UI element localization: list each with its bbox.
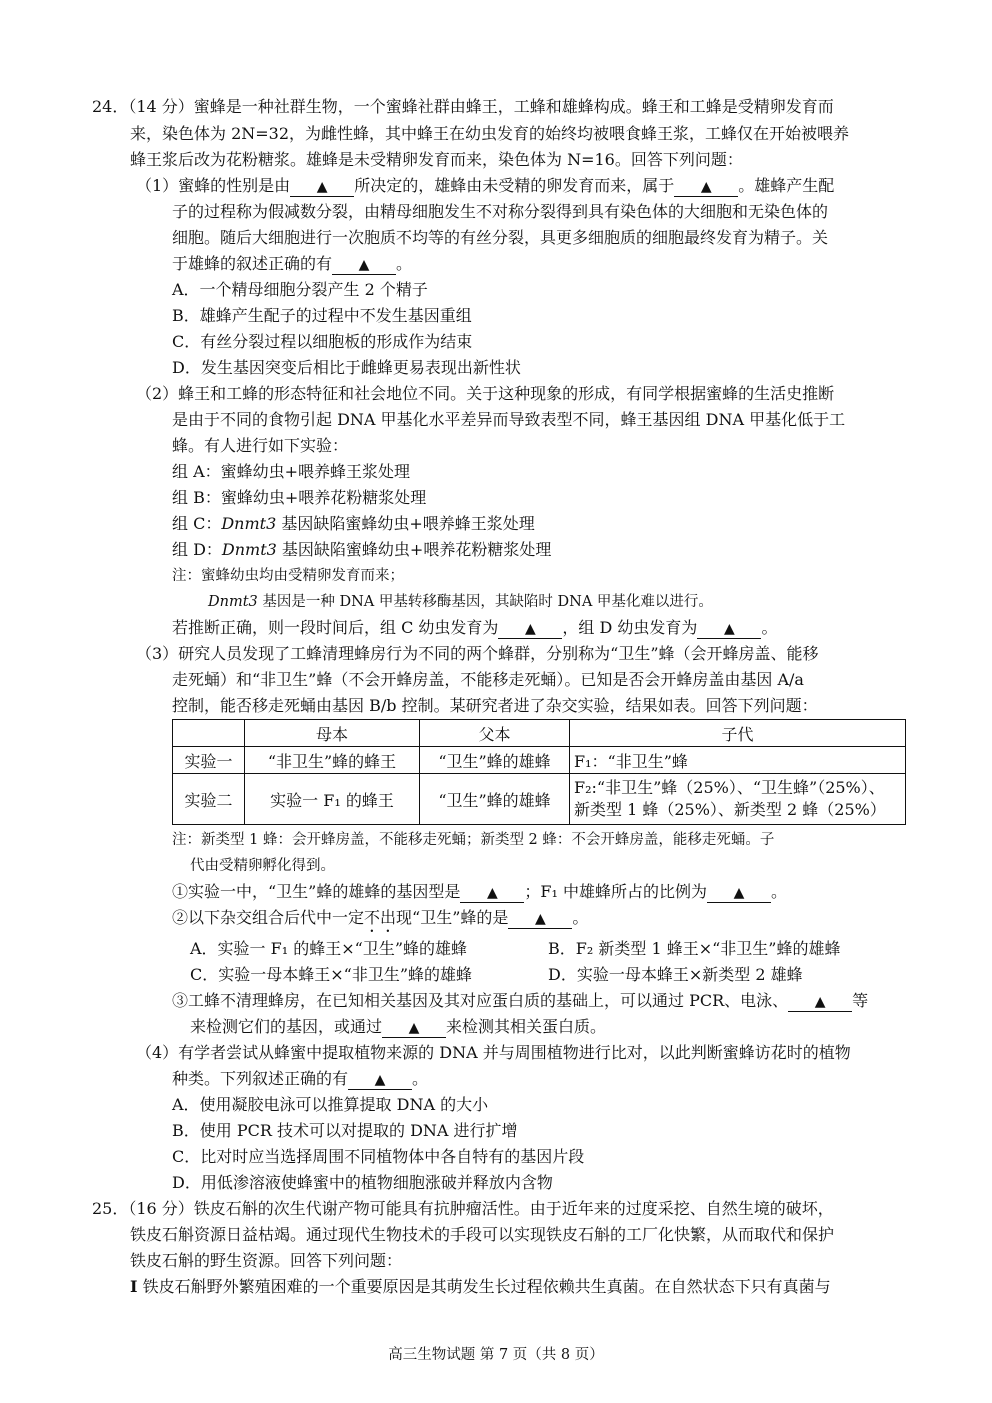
answer-blank[interactable]: ▲ [460, 883, 524, 903]
q24-p3-line1: （3）研究人员发现了工蜂清理蜂房行为不同的两个蜂群，分别称为“卫生”蜂（会开蜂房盖、能移 [136, 644, 819, 663]
table-header-row [173, 720, 906, 747]
table-cell: 实验一 [173, 747, 245, 774]
option-d: D．用低渗溶液使蜂蜜中的植物细胞涨破并释放内含物 [172, 1173, 553, 1192]
answer-blank[interactable]: ▲ [788, 992, 852, 1012]
note-line2: Dnmt3 基因是一种 DNA 甲基转移酶基因，其缺陷时 DNA 甲基化难以进行。 [208, 594, 713, 610]
option-d: D．实验一母本蜂王×新类型 2 雄蜂 [548, 965, 803, 984]
answer-blank[interactable]: ▲ [348, 1070, 412, 1090]
q24-p4-line1: （4）有学者尝试从蜂蜜中提取植物来源的 DNA 并与周围植物进行比对，以此判断蜜蜂访花时的植物 [136, 1043, 851, 1062]
q24-p3-line3: 控制，能否移走死蛹由基因 B/b 控制。某研究者进了杂交实验，结果如表。回答下列问题： [172, 696, 818, 715]
answer-blank[interactable]: ▲ [332, 255, 396, 275]
option-a: A．实验一 F₁ 的蜂王×“卫生”蜂的雄蜂 [190, 939, 468, 958]
answer-blank[interactable]: ▲ [697, 619, 761, 639]
table-header: 母本 [245, 720, 420, 747]
answer-blank[interactable]: ▲ [508, 909, 572, 929]
option-d: D．发生基因突变后相比于雌蜂更易表现出新性状 [172, 358, 521, 377]
q24-intro-line1: 24．（14 分）蜜蜂是一种社群生物，一个蜜蜂社群由蜂王，工蜂和雄蜂构成。蜂王和工蜂是受精卵发育而 [92, 97, 834, 116]
q24-p1-line1: （1）蜜蜂的性别是由 ▲ 所决定的，雄蜂由未受精的卵发育而来，属于 ▲ 。雄蜂产生配 [136, 176, 835, 195]
answer-blank[interactable]: ▲ [707, 883, 771, 903]
q25-line4: I 铁皮石斛野外繁殖困难的一个重要原因是其萌发生长过程依赖共生真菌。在自然状态下只有真菌与 [130, 1277, 831, 1296]
sub-question-2: ②以下杂交组合后代中一定不出现“卫生”蜂的是 ▲ 。 [172, 908, 589, 927]
q24-p2-question: 若推断正确，则一段时间后，组 C 幼虫发育为 ▲ ，组 D 幼虫发育为 ▲ 。 [172, 618, 778, 637]
option-b: B．使用 PCR 技术可以对提取的 DNA 进行扩增 [172, 1121, 518, 1140]
table-note-line2: 代由受精卵孵化得到。 [190, 858, 335, 874]
table-cell: “非卫生”蜂的蜂王 [245, 747, 420, 774]
q24-intro-line3: 蜂王浆后改为花粉糖浆。雄蜂是未受精卵发育而来，染色体为 N=16。回答下列问题： [130, 150, 743, 169]
table-row [173, 747, 906, 774]
table-header: 父本 [420, 720, 570, 747]
option-a: A．使用凝胶电泳可以推算提取 DNA 的大小 [172, 1095, 489, 1114]
option-a: A．一个精母细胞分裂产生 2 个精子 [172, 280, 428, 299]
experiment-table [172, 719, 906, 825]
group-b: 组 B：蜜蜂幼虫+喂养花粉糖浆处理 [172, 488, 427, 507]
q24-p2-line3: 蜂。有人进行如下实验： [172, 436, 349, 455]
answer-blank[interactable]: ▲ [498, 619, 562, 639]
table-cell: F₂:“非卫生”蜂（25%）、“卫生蜂”（25%）、 新类型 1 蜂（25%）、新类型 2 蜂（25%） [570, 774, 906, 825]
q24-p1-line2: 子的过程称为假减数分裂，由精母细胞发生不对称分裂得到具有染色体的大细胞和无染色体的 [172, 202, 829, 221]
option-b: B．F₂ 新类型 1 蜂王×“非卫生”蜂的雄蜂 [548, 939, 841, 958]
q25-line2: 铁皮石斛资源日益枯竭。通过现代生物技术的手段可以实现铁皮石斛的工厂化快繁，从而取代和保护 [130, 1225, 835, 1244]
table-row [173, 774, 906, 825]
table-cell: “卫生”蜂的雄蜂 [420, 747, 570, 774]
group-a: 组 A：蜜蜂幼虫+喂养蜂王浆处理 [172, 462, 411, 481]
q24-intro-line2: 来，染色体为 2N=32，为雌性蜂，其中蜂王在幼虫发育的始终均被喂食蜂王浆，工蜂仅在开始被喂养 [130, 124, 850, 143]
table-cell: 实验二 [173, 774, 245, 825]
table-cell: F₁：“非卫生”蜂 [570, 747, 906, 774]
sub-question-1: ①实验一中，“卫生”蜂的雄蜂的基因型是 ▲ ；F₁ 中雄蜂所占的比例为 ▲ 。 [172, 882, 787, 901]
table-note-line1: 注：新类型 1 蜂：会开蜂房盖，不能移走死蛹；新类型 2 蜂：不会开蜂房盖，能移走死蛹。子 [172, 832, 775, 848]
q24-p1-line4: 于雄蜂的叙述正确的有 ▲ 。 [172, 254, 413, 273]
answer-blank[interactable]: ▲ [290, 177, 354, 197]
q24-p2-line1: （2）蜂王和工蜂的形态特征和社会地位不同。关于这种现象的形成，有同学根据蜜蜂的生活史推断 [136, 384, 835, 403]
sub-question-3-cont: 来检测它们的基因，或通过 ▲ 来检测其相关蛋白质。 [190, 1017, 607, 1036]
table-header [173, 720, 245, 747]
group-c: 组 C：Dnmt3 基因缺陷蜜蜂幼虫+喂养蜂王浆处理 [172, 514, 535, 533]
q25-line3: 铁皮石斛的野生资源。回答下列问题： [130, 1251, 403, 1270]
table-cell: 实验一 F₁ 的蜂王 [245, 774, 420, 825]
note-line1: 注：蜜蜂幼虫均由受精卵发育而来； [172, 568, 404, 584]
answer-blank[interactable]: ▲ [674, 177, 738, 197]
table-cell: “卫生”蜂的雄蜂 [420, 774, 570, 825]
q24-p4-line2: 种类。下列叙述正确的有 ▲ 。 [172, 1069, 429, 1088]
q25-line1: 25．（16 分）铁皮石斛的次生代谢产物可能具有抗肿瘤活性。由于近年来的过度采挖、自然生境的破坏， [92, 1199, 834, 1218]
page-footer: 高三生物试题 第 7 页（共 8 页） [388, 1347, 604, 1363]
q24-p2-line2: 是由于不同的食物引起 DNA 甲基化水平差异而导致表型不同，蜂王基因组 DNA 甲基化低于工 [172, 410, 846, 429]
answer-blank[interactable]: ▲ [382, 1018, 446, 1038]
q24-p3-line2: 走死蛹）和“非卫生”蜂（不会开蜂房盖，不能移走死蛹）。已知是否会开蜂房盖由基因 A/a [172, 670, 804, 689]
option-c: C．实验一母本蜂王×“非卫生”蜂的雄蜂 [190, 965, 473, 984]
table-header: 子代 [570, 720, 906, 747]
group-d: 组 D：Dnmt3 基因缺陷蜜蜂幼虫+喂养花粉糖浆处理 [172, 540, 552, 559]
q24-p1-line3: 细胞。随后大细胞进行一次胞质不均等的有丝分裂，具更多细胞质的细胞最终发育为精子。关 [172, 228, 829, 247]
option-c: C．有丝分裂过程以细胞板的形成作为结束 [172, 332, 473, 351]
option-c: C．比对时应当选择周围不同植物体中各自特有的基因片段 [172, 1147, 585, 1166]
option-b: B．雄蜂产生配子的过程中不发生基因重组 [172, 306, 472, 325]
sub-question-3: ③工蜂不清理蜂房，在已知相关基因及其对应蛋白质的基础上，可以通过 PCR、电泳、 ▲ 等 [172, 991, 869, 1010]
